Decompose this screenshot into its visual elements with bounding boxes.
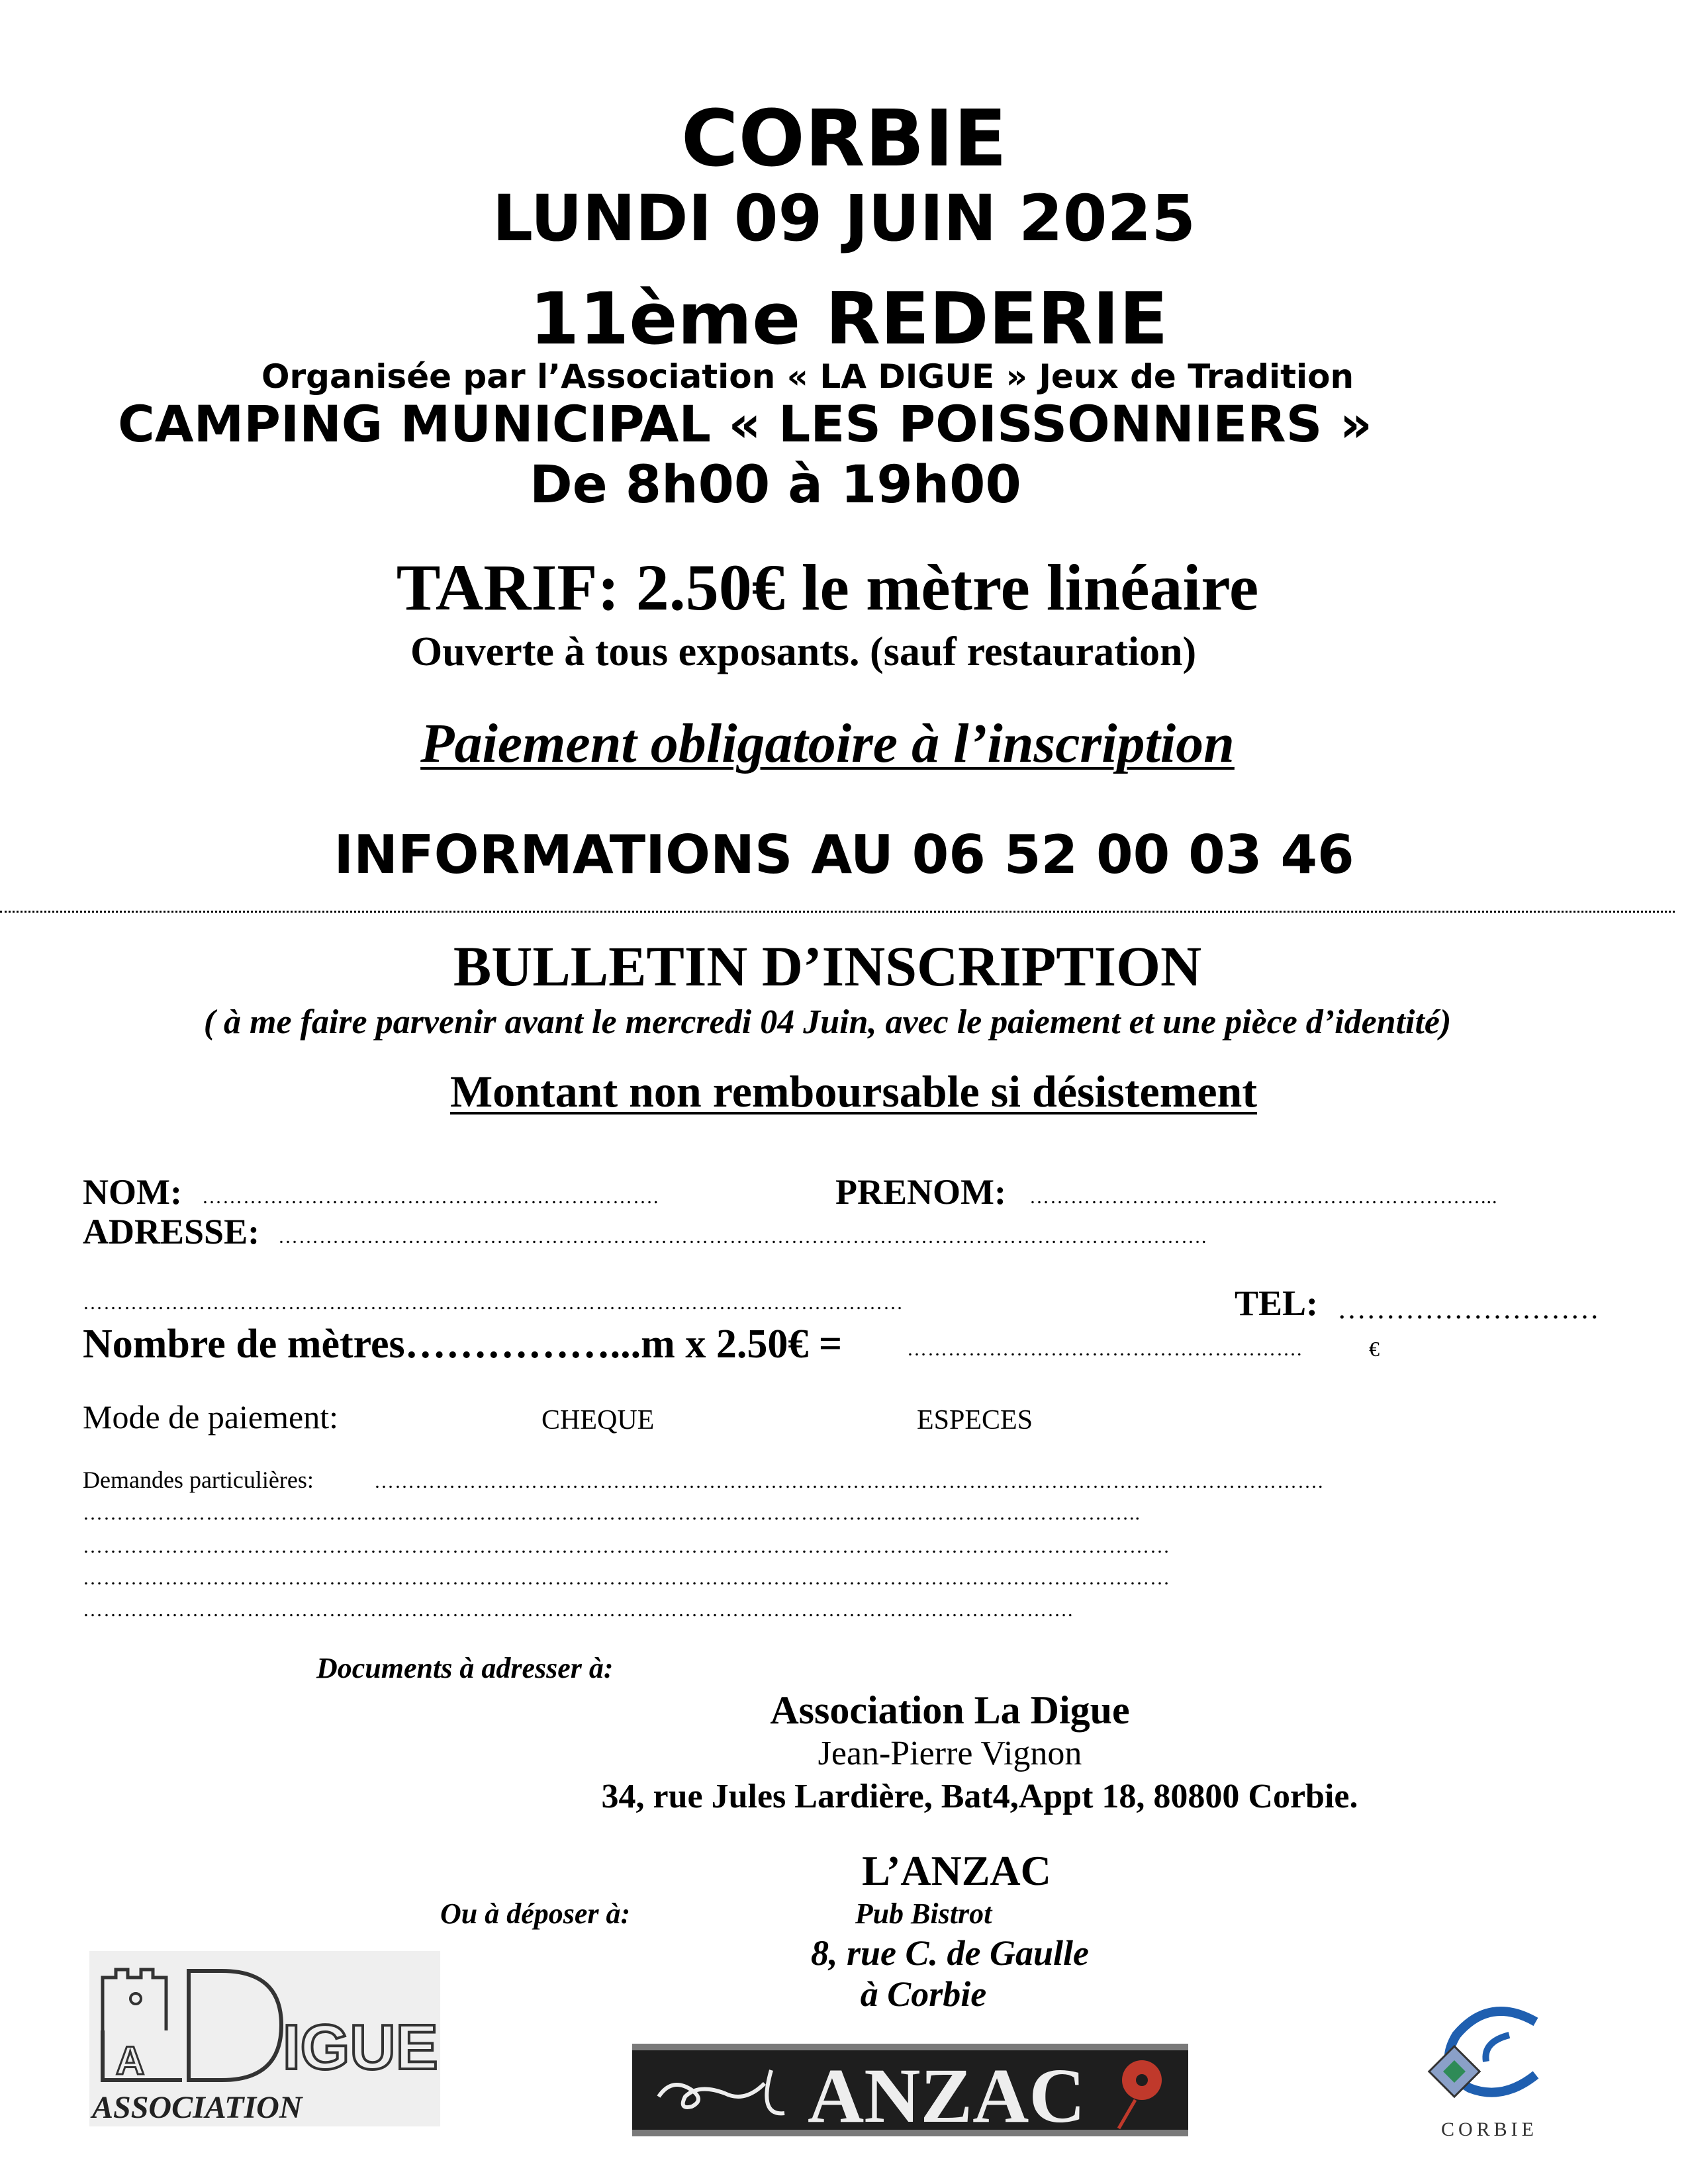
- documents-label: Documents à adresser à:: [316, 1652, 614, 1684]
- anzac-logo-text: ANZAC: [808, 2052, 1086, 2136]
- corbie-logo-graphic: [1410, 1995, 1569, 2141]
- total-field[interactable]: ………………………………………………….: [907, 1338, 1303, 1360]
- euro-sign: €: [1369, 1337, 1380, 1361]
- payment-mode-label: Mode de paiement:: [83, 1398, 338, 1435]
- la-digue-logo-text: IGUE: [283, 2012, 438, 2083]
- venue-line: CAMPING MUNICIPAL « LES POISSONNIERS »: [118, 394, 1372, 453]
- payment-option-especes[interactable]: ESPECES: [917, 1405, 1033, 1435]
- prenom-label: PRENOM:: [835, 1172, 1006, 1212]
- requests-field-line[interactable]: ……………………………………………………………………………………………………………………………………………: [83, 1567, 1170, 1589]
- form-title: BULLETIN D’INSCRIPTION: [453, 934, 1202, 998]
- adresse-field-line-2[interactable]: …………………………………………………………………………………………………………: [83, 1292, 904, 1314]
- hours-line: De 8h00 à 19h00: [530, 455, 1021, 515]
- payment-required-line: Paiement obligatoire à l’inscription: [420, 713, 1235, 774]
- pub-city: à Corbie: [860, 1974, 987, 2014]
- la-digue-logo-a: A: [116, 2038, 145, 2083]
- corbie-logo: [1410, 1995, 1569, 2141]
- nom-field[interactable]: ………………………………………………………….: [202, 1186, 659, 1208]
- nom-label: NOM:: [83, 1172, 182, 1212]
- anzac-logo-graphic: [632, 2044, 1188, 2136]
- association-address: 34, rue Jules Lardière, Bat4,Appt 18, 80800 Corbie.: [601, 1778, 1358, 1815]
- requests-field-line[interactable]: ……………………………………………………………………………………………………………………………………………: [83, 1535, 1170, 1557]
- event-title: 11ème REDERIE: [530, 278, 1168, 361]
- requests-field-line[interactable]: ……………………………………………………………………………………………………………………………….: [83, 1599, 1074, 1621]
- la-digue-logo-graphic: [89, 1951, 440, 2126]
- organizer-line: Organisée par l’Association « LA DIGUE » Jeux de Tradition: [261, 357, 1354, 396]
- meters-line: Nombre de mètres……………...m x 2.50€ =: [83, 1322, 843, 1367]
- form-subtitle: ( à me faire parvenir avant le mercredi 04 Juin, avec le paiement et une pièce d’identité): [203, 1003, 1452, 1041]
- anzac-logo: [632, 2044, 1188, 2136]
- association-contact: Jean-Pierre Vignon: [818, 1735, 1082, 1772]
- open-to-line: Ouverte à tous exposants. (sauf restauration): [410, 629, 1197, 674]
- requests-field-line[interactable]: ………………………………………………………………………………………………………………………………………..: [83, 1502, 1141, 1524]
- prenom-field[interactable]: …………………………………………………………...: [1029, 1186, 1498, 1208]
- pub-name: L’ANZAC: [862, 1847, 1051, 1894]
- non-refundable-notice: Montant non remboursable si désistement: [450, 1066, 1257, 1116]
- tarif-line: TARIF: 2.50€ le mètre linéaire: [396, 551, 1259, 624]
- corbie-logo-text: CORBIE: [1440, 2118, 1538, 2140]
- association-name: Association La Digue: [770, 1688, 1130, 1732]
- event-city: CORBIE: [680, 93, 1008, 184]
- tel-label: TEL:: [1235, 1283, 1319, 1323]
- tel-field[interactable]: ………………………: [1337, 1293, 1599, 1325]
- requests-field-line[interactable]: ………………………………………………………………………………………………………………………….: [374, 1471, 1324, 1492]
- event-date: LUNDI 09 JUIN 2025: [492, 181, 1196, 255]
- pub-type: Pub Bistrot: [855, 1897, 992, 1930]
- la-digue-logo: [89, 1951, 440, 2126]
- pub-street: 8, rue C. de Gaulle: [810, 1933, 1089, 1973]
- payment-option-cheque[interactable]: CHEQUE: [541, 1405, 655, 1435]
- info-phone-line: INFORMATIONS AU 06 52 00 03 46: [334, 824, 1354, 886]
- dotted-separator: [0, 911, 1675, 913]
- la-digue-logo-caption: ASSOCIATION: [92, 2090, 303, 2125]
- adresse-label: ADRESSE:: [83, 1212, 260, 1251]
- deposit-label: Ou à déposer à:: [440, 1897, 631, 1930]
- requests-label: Demandes particulières:: [83, 1467, 314, 1493]
- adresse-field[interactable]: ……………………………………………………………………………………………………………………….: [278, 1226, 1207, 1248]
